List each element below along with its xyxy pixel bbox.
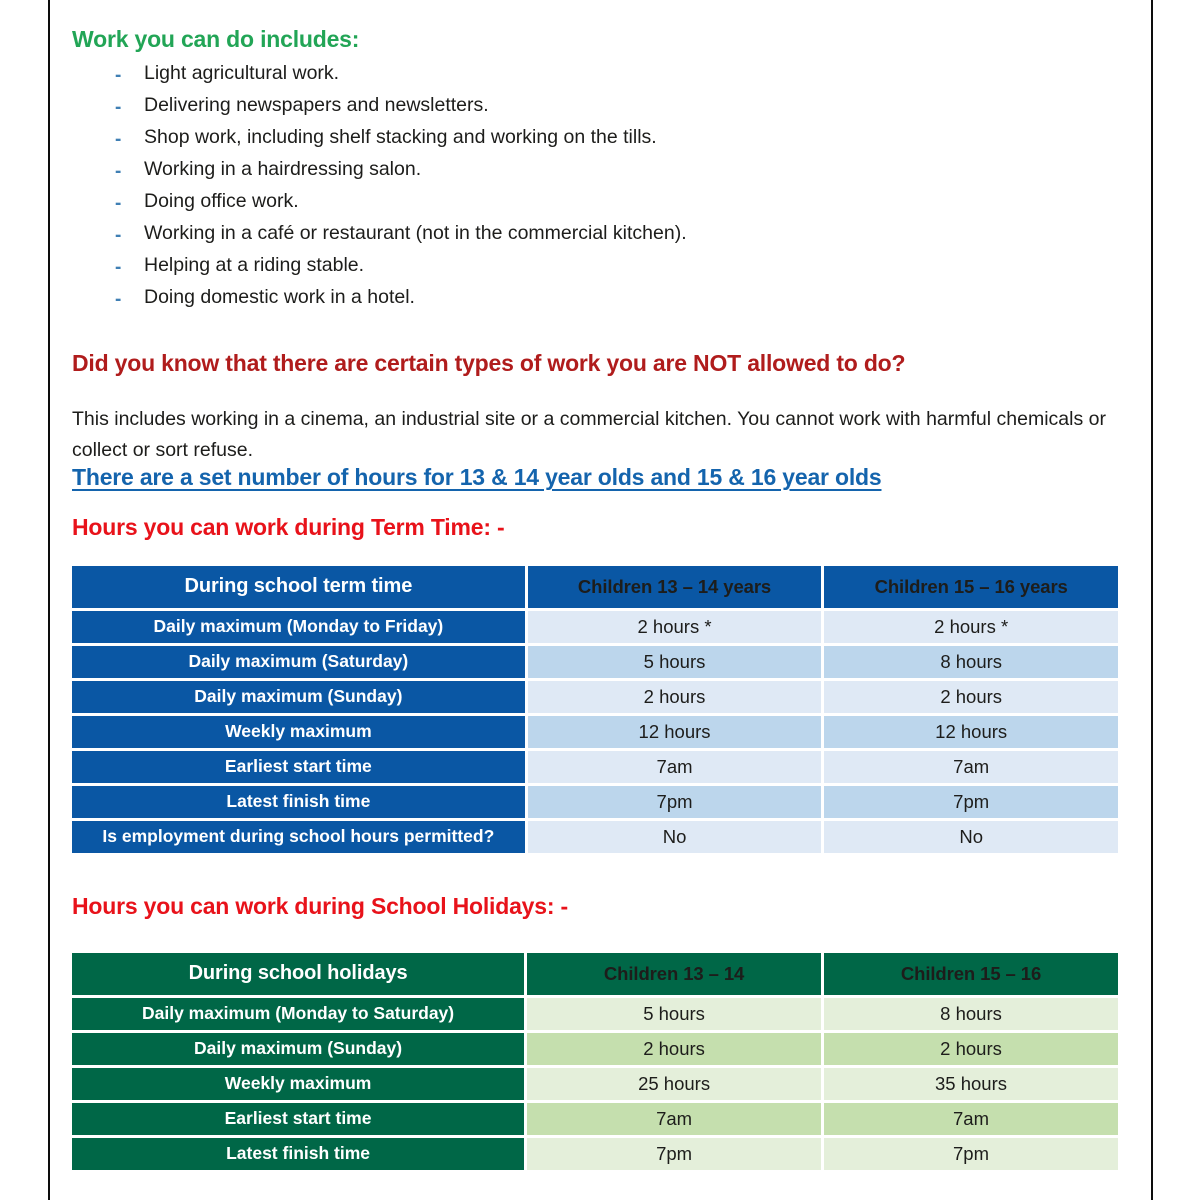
list-item-label: Doing office work. <box>144 190 299 212</box>
row-value-15-16: 2 hours <box>821 1033 1118 1068</box>
row-value-13-14: 12 hours <box>525 716 822 751</box>
column-header-15-16: Children 15 – 16 <box>821 953 1118 998</box>
row-label: Daily maximum (Sunday) <box>72 681 525 716</box>
page-border-right <box>1151 0 1153 1200</box>
row-value-15-16: No <box>821 821 1118 856</box>
column-header-label: During school holidays <box>72 953 524 998</box>
row-label: Daily maximum (Saturday) <box>72 646 525 681</box>
dash-bullet-icon: - <box>115 257 122 278</box>
table-row <box>72 681 1118 716</box>
list-item-label: Light agricultural work. <box>144 62 340 84</box>
row-value-13-14: 7pm <box>525 786 822 821</box>
table-header-row <box>72 566 1118 611</box>
list-item <box>102 92 1112 124</box>
row-value-13-14: 2 hours * <box>525 611 822 646</box>
list-item <box>102 188 1112 220</box>
row-label: Daily maximum (Monday to Friday) <box>72 611 525 646</box>
table-row <box>72 1103 1118 1138</box>
dash-bullet-icon: - <box>115 161 122 182</box>
school-holidays-table <box>72 953 1118 1173</box>
row-value-13-14: 7pm <box>524 1138 821 1173</box>
row-value-13-14: 2 hours <box>524 1033 821 1068</box>
list-item <box>102 60 1112 92</box>
row-value-15-16: 8 hours <box>821 646 1118 681</box>
row-value-13-14: 25 hours <box>524 1068 821 1103</box>
row-value-15-16: 7am <box>821 751 1118 786</box>
column-header-15-16: Children 15 – 16 years <box>821 566 1118 611</box>
row-value-15-16: 2 hours * <box>821 611 1118 646</box>
row-label: Weekly maximum <box>72 1068 524 1103</box>
list-item <box>102 156 1112 188</box>
row-label: Daily maximum (Monday to Saturday) <box>72 998 524 1033</box>
table-row <box>72 786 1118 821</box>
not-allowed-paragraph: This includes working in a cinema, an industrial site or a commercial kitchen. You cannot work with harmful chemicals or collect or sort refuse. <box>72 407 1106 461</box>
school-holidays-heading: Hours you can work during School Holidays: - <box>72 893 568 919</box>
table-row <box>72 1068 1118 1103</box>
dash-bullet-icon: - <box>115 65 122 86</box>
term-time-table <box>72 566 1118 856</box>
list-item-label: Delivering newspapers and newsletters. <box>144 94 489 116</box>
row-label: Latest finish time <box>72 1138 524 1173</box>
list-item <box>102 252 1112 284</box>
row-value-13-14: 5 hours <box>525 646 822 681</box>
set-number-of-hours-heading: There are a set number of hours for 13 & 14 year olds and 15 & 16 year olds <box>72 464 882 490</box>
work-you-can-do-list <box>102 60 1112 316</box>
row-value-13-14: 7am <box>525 751 822 786</box>
row-value-13-14: No <box>525 821 822 856</box>
list-item <box>102 284 1112 316</box>
row-value-15-16: 35 hours <box>821 1068 1118 1103</box>
row-value-13-14: 5 hours <box>524 998 821 1033</box>
row-value-15-16: 7pm <box>821 786 1118 821</box>
term-time-heading: Hours you can work during Term Time: - <box>72 514 505 540</box>
row-value-15-16: 8 hours <box>821 998 1118 1033</box>
page-border-left <box>48 0 50 1200</box>
table-row <box>72 751 1118 786</box>
dash-bullet-icon: - <box>115 225 122 246</box>
dash-bullet-icon: - <box>115 97 122 118</box>
list-item-label: Working in a café or restaurant (not in the commercial kitchen). <box>144 222 687 244</box>
row-label: Earliest start time <box>72 1103 524 1138</box>
row-value-15-16: 2 hours <box>821 681 1118 716</box>
list-item <box>102 124 1112 156</box>
dash-bullet-icon: - <box>115 129 122 150</box>
column-header-13-14: Children 13 – 14 years <box>525 566 822 611</box>
table-row <box>72 1033 1118 1068</box>
row-value-13-14: 2 hours <box>525 681 822 716</box>
dash-bullet-icon: - <box>115 193 122 214</box>
row-value-15-16: 12 hours <box>821 716 1118 751</box>
table-row <box>72 646 1118 681</box>
list-item-label: Doing domestic work in a hotel. <box>144 286 415 308</box>
list-item-label: Working in a hairdressing salon. <box>144 158 422 180</box>
table-row <box>72 1138 1118 1173</box>
table-row <box>72 611 1118 646</box>
list-item <box>102 220 1112 252</box>
row-value-13-14: 7am <box>524 1103 821 1138</box>
table-row <box>72 998 1118 1033</box>
row-label: Daily maximum (Sunday) <box>72 1033 524 1068</box>
list-item-label: Helping at a riding stable. <box>144 254 365 276</box>
row-label: Is employment during school hours permitted? <box>72 821 525 856</box>
column-header-13-14: Children 13 – 14 <box>524 953 821 998</box>
work-you-can-do-heading: Work you can do includes: <box>72 26 360 52</box>
not-allowed-heading: Did you know that there are certain types of work you are NOT allowed to do? <box>72 350 906 376</box>
table-row <box>72 821 1118 856</box>
document-page <box>72 0 1132 1200</box>
list-item-label: Shop work, including shelf stacking and working on the tills. <box>144 126 657 148</box>
row-label: Weekly maximum <box>72 716 525 751</box>
row-label: Earliest start time <box>72 751 525 786</box>
table-header-row <box>72 953 1118 998</box>
row-value-15-16: 7am <box>821 1103 1118 1138</box>
dash-bullet-icon: - <box>115 289 122 310</box>
column-header-label: During school term time <box>72 566 525 611</box>
row-value-15-16: 7pm <box>821 1138 1118 1173</box>
table-row <box>72 716 1118 751</box>
row-label: Latest finish time <box>72 786 525 821</box>
